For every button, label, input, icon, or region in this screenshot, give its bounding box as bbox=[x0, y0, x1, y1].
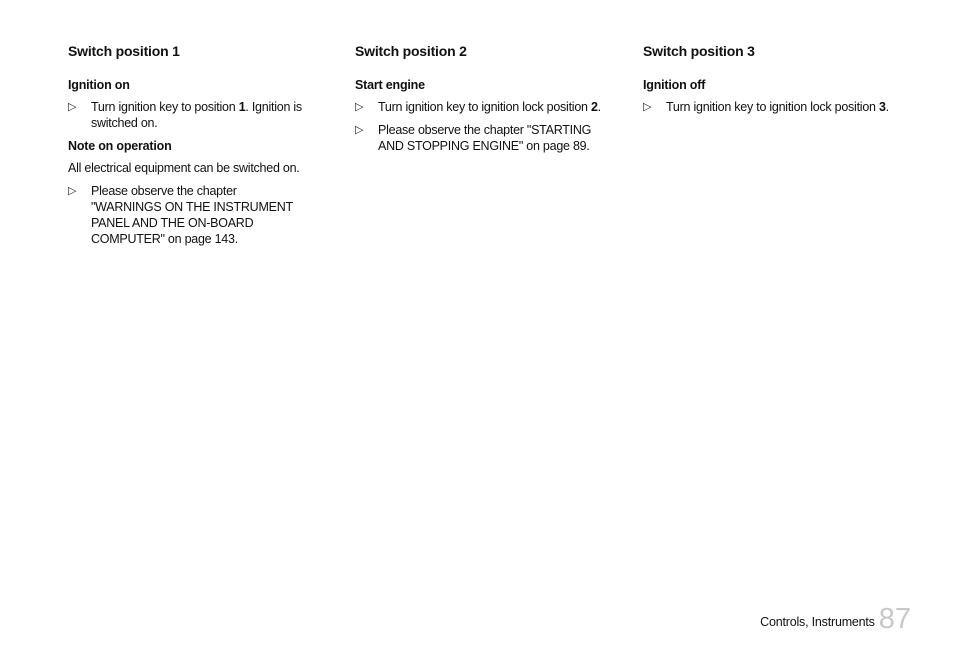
instruction-text-pre: Turn ignition key to ignition lock position bbox=[378, 100, 591, 114]
note-text: All electrical equipment can be switched on. bbox=[68, 161, 300, 175]
footer-section-name: Controls, Instruments bbox=[760, 615, 875, 629]
triangle-right-icon: ▷ bbox=[68, 185, 77, 197]
position-number: 3 bbox=[878, 100, 886, 114]
instruction-item bbox=[68, 183, 318, 247]
subsection-title: Ignition on bbox=[68, 78, 130, 92]
instruction-item bbox=[68, 99, 318, 131]
instruction-text-post: . bbox=[885, 100, 889, 114]
instruction-text-post: . Ignition is switched on. bbox=[91, 100, 302, 130]
triangle-right-icon: ▷ bbox=[355, 101, 364, 113]
instruction-item bbox=[355, 122, 605, 154]
column-switch-position-3 bbox=[643, 42, 893, 122]
instruction-text: Please observe the chapter "STARTING AND STOPPING ENGINE" on page 89. bbox=[378, 123, 592, 153]
section-title: Switch position 1 bbox=[68, 43, 180, 59]
subsection-title: Start engine bbox=[355, 78, 425, 92]
instruction-text bbox=[666, 99, 893, 115]
instruction-text-pre: Turn ignition key to position bbox=[91, 100, 239, 114]
triangle-right-icon: ▷ bbox=[68, 101, 77, 113]
page-number: 87 bbox=[878, 603, 911, 635]
instruction-text: Please observe the chapter "WARNINGS ON THE INSTRUMENT PANEL AND THE ON-BOARD COMPUTER" on page 143. bbox=[91, 184, 293, 246]
subsection-title: Ignition off bbox=[643, 78, 706, 92]
triangle-right-icon: ▷ bbox=[643, 101, 652, 113]
column-switch-position-2 bbox=[355, 42, 605, 161]
section-title: Switch position 3 bbox=[643, 43, 755, 59]
note-heading: Note on operation bbox=[68, 139, 172, 153]
instruction-text bbox=[91, 99, 306, 131]
page-footer bbox=[760, 604, 911, 634]
instruction-text-pre: Turn ignition key to ignition lock position bbox=[666, 100, 879, 114]
column-switch-position-1 bbox=[68, 42, 318, 254]
instruction-text bbox=[378, 99, 605, 115]
position-number: 2 bbox=[590, 100, 598, 114]
position-number: 1 bbox=[238, 100, 246, 114]
instruction-item bbox=[355, 99, 605, 115]
section-title: Switch position 2 bbox=[355, 43, 467, 59]
instruction-item bbox=[643, 99, 893, 115]
instruction-text-post: . bbox=[597, 100, 601, 114]
triangle-right-icon: ▷ bbox=[355, 124, 364, 136]
